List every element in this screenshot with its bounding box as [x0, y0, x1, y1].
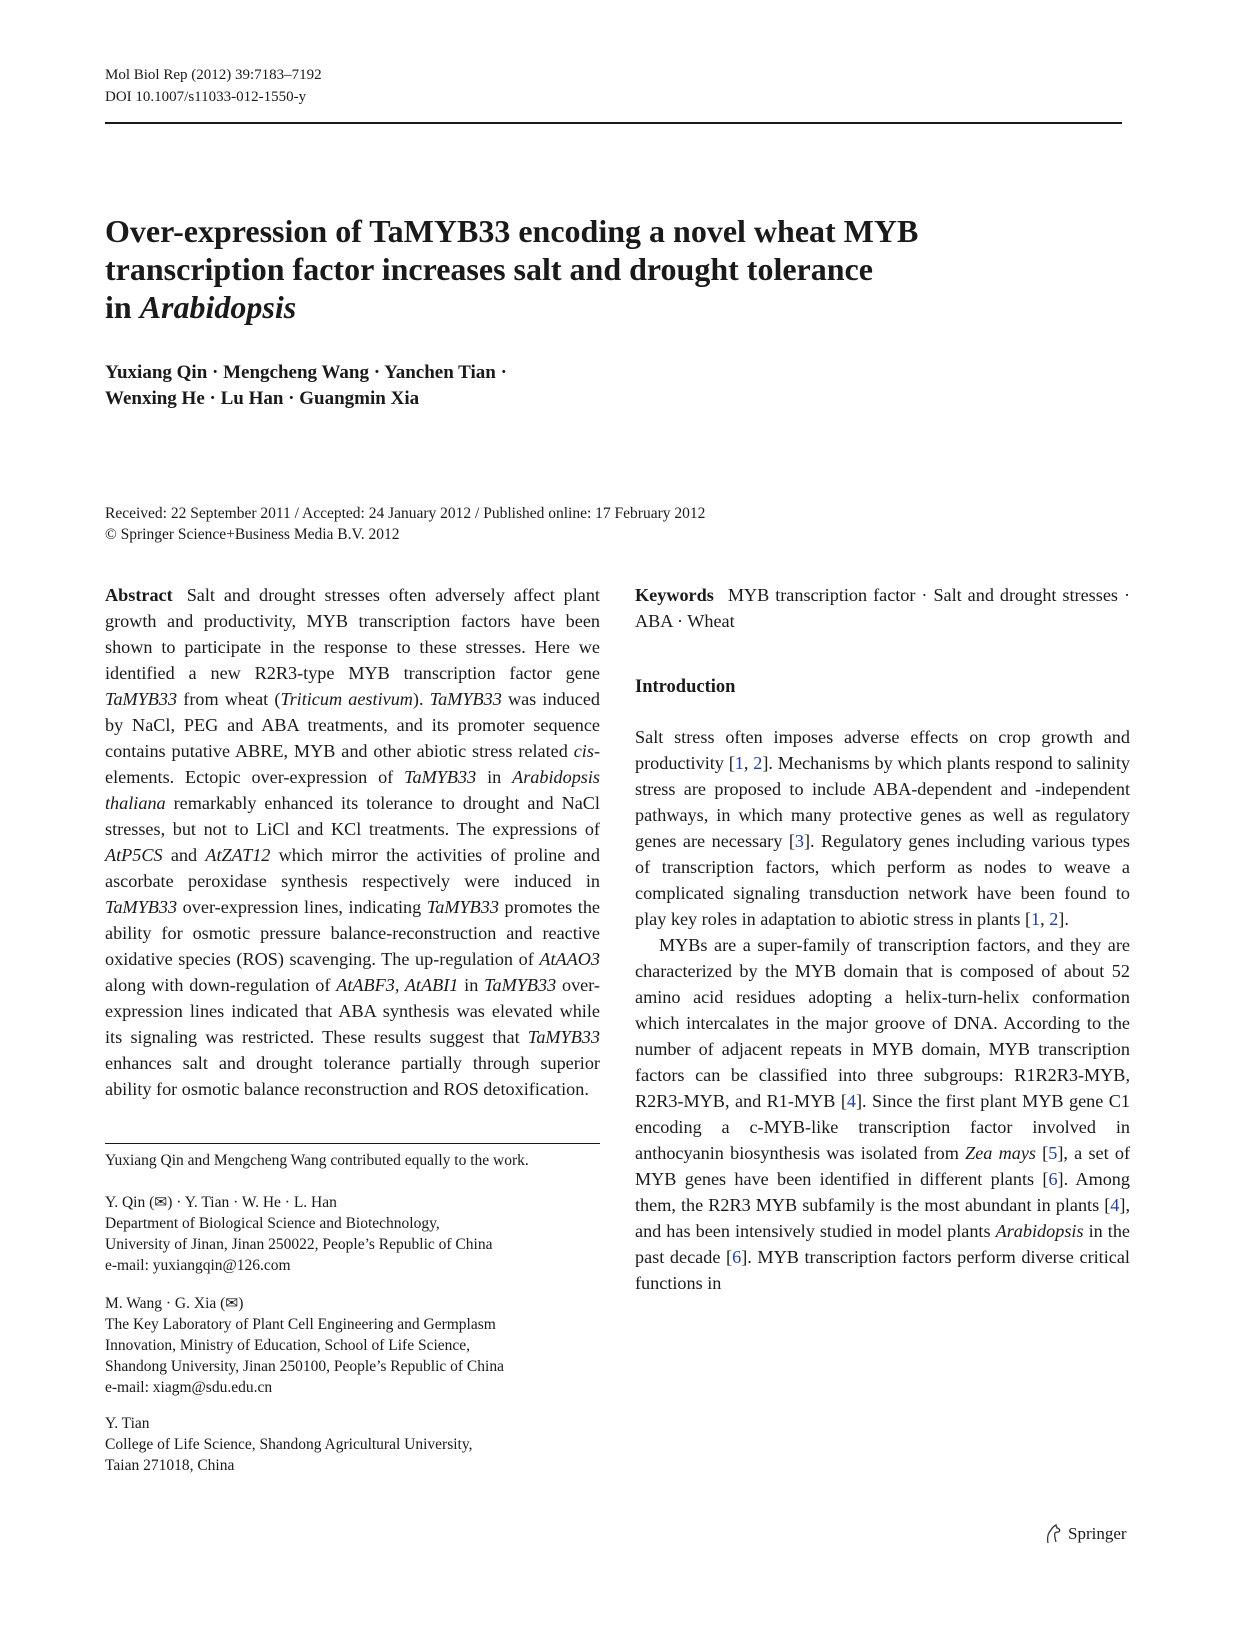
abstract: Abstract Salt and drought stresses often adversely affect plant growth and productivity, MYB transcription factors have been shown to participate in the response to these stresses. Here we identified a new R2R3-type MYB transcription factor gene TaMYB33 from wheat (Triticum aestivum). TaMYB33 was induced by NaCl, PEG and ABA treatments, and its promoter sequence contains putative ABRE, MYB and other abiotic stress related cis-elements. Ectopic over-expression of TaMYB33 in Arabidopsis thaliana remarkably enhanced its tolerance to drought and NaCl stresses, but not to LiCl and KCl treatments. The expressions of AtP5CS and AtZAT12 which mirror the activities of proline and ascorbate peroxidase synthesis respectively were induced in TaMYB33 over-expression lines, indicating TaMYB33 promotes the ability for osmotic pressure balance-reconstruction and reactive oxidative species (ROS) scavenging. The up-regulation of AtAAO3 along with down-regulation of AtABF3, AtABI1 in TaMYB33 over-expression lines indicated that ABA synthesis was elevated while its signaling was restricted. These results suggest that TaMYB33 enhances salt and drought tolerance partially through superior ability for osmotic balance reconstruction and ROS detoxification. [105, 585, 601, 1099]
abstract-label: Abstract [105, 585, 173, 605]
springer-horse-icon [1042, 1523, 1064, 1545]
citation-link[interactable]: 1 [1031, 909, 1041, 929]
citation-link[interactable]: 4 [1110, 1195, 1120, 1215]
affiliation-3: Y. Tian College of Life Science, Shandong Agricultural University, Taian 271018, China [105, 1415, 473, 1474]
keywords: Keywords MYB transcription factor · Salt and drought stresses · ABA · Wheat [635, 585, 1130, 631]
citation-link[interactable]: 6 [1048, 1169, 1058, 1189]
citation-link[interactable]: 4 [846, 1091, 856, 1111]
email-link[interactable]: e-mail: xiagm@sdu.edu.cn [105, 1379, 273, 1396]
publisher-logo: Springer [1042, 1523, 1127, 1545]
publication-history: Received: 22 September 2011 / Accepted: 24 January 2012 / Published online: 17 February 2012 © Springer Science+Business Media B.V. 2012 [105, 505, 706, 543]
citation-link[interactable]: 5 [1048, 1143, 1058, 1163]
section-heading-introduction: Introduction [635, 677, 736, 697]
right-column [635, 582, 1130, 1296]
affiliation-2: M. Wang · G. Xia (✉) The Key Laboratory of Plant Cell Engineering and Germplasm Innovation, Ministry of Education, School of Life Science, Shandong University, Jinan 250100, People’s Republic of China e-mail: xiagm@sdu.edu.cn [105, 1293, 600, 1398]
contribution-note: Yuxiang Qin and Mengcheng Wang contributed equally to the work. [105, 1152, 529, 1169]
citation-link[interactable]: 6 [732, 1247, 742, 1267]
keywords-label: Keywords [635, 585, 714, 605]
author-list: Yuxiang Qin · Mengcheng Wang · Yanchen Tian · Wenxing He · Lu Han · Guangmin Xia [105, 362, 507, 409]
journal-citation: Mol Biol Rep (2012) 39:7183–7192 [105, 67, 322, 83]
intro-paragraph-1: Salt stress often imposes adverse effects on crop growth and productivity [1, 2]. Mechanisms by which plants respond to salinity stress are proposed to include ABA-dependent and -independent pathways, in which many protective genes as well as regulatory genes are necessary [3]. Regulatory genes including various types of transcription factors, which perform as nodes to weave a complicated signaling transduction network have been found to play key roles in adaptation to abiotic stress in plants [1, 2]. [635, 727, 1131, 929]
citation-link[interactable]: 2 [1049, 909, 1059, 929]
footnote-rule [105, 1143, 600, 1144]
doi: DOI 10.1007/s11033-012-1550-y [105, 89, 307, 105]
email-link[interactable]: e-mail: yuxiangqin@126.com [105, 1257, 291, 1274]
intro-paragraph-2: MYBs are a super-family of transcription factors, and they are characterized by the MYB domain that is composed of about 52 amino acid residues adopting a helix-turn-helix conformation which intercalates in the major groove of DNA. According to the number of adjacent repeats in MYB domain, MYB transcription factors can be classified into three subgroups: R1R2R3-MYB, R2R3-MYB, and R1-MYB [4]. Since the first plant MYB gene C1 encoding a c-MYB-like transcription factor involved in anthocyanin biosynthesis was isolated from Zea mays [5], a set of MYB genes have been identified in different plants [6]. Among them, the R2R3 MYB subfamily is the most abundant in plants [4], and has been intensively studied in model plants Arabidopsis in the past decade [6]. MYB transcription factors perform diverse critical functions in [635, 935, 1131, 1293]
affiliation-1: Y. Qin (✉) · Y. Tian · W. He · L. Han Department of Biological Science and Biotechnology, University of Jinan, Jinan 250022, People’s Republic of China e-mail: yuxiangqin@126.com [105, 1192, 600, 1276]
citation-link[interactable]: 1 [734, 753, 744, 773]
citation-link[interactable]: 2 [753, 753, 763, 773]
article-title: Over-expression of TaMYB33 encoding a novel wheat MYB transcription factor increases salt and drought tolerance in Arabidopsis [105, 213, 919, 325]
citation-link[interactable]: 3 [794, 831, 804, 851]
header-rule [105, 122, 1122, 124]
